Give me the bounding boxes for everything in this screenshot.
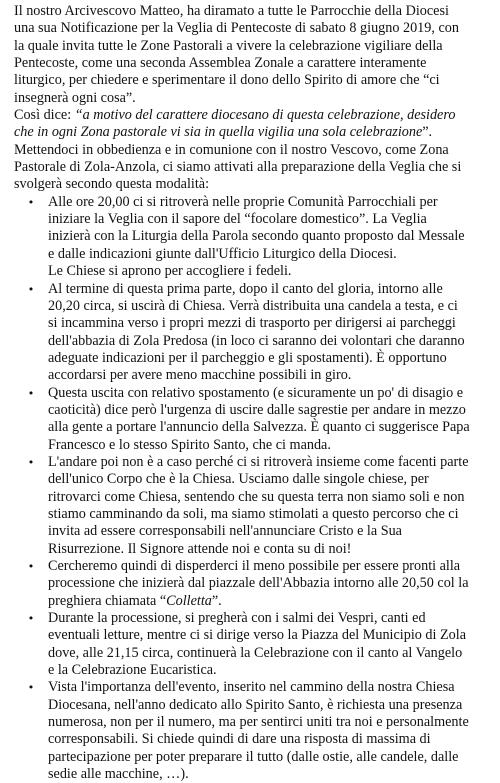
text-line: Cercheremo quindi di disperderci il meno possibile per essere pronti alla	[48, 558, 461, 574]
text-line: inizierà con la Liturgia della Parola secondo quanto proposto dal Messale	[48, 228, 465, 245]
text-line: numerosa, non per il numero, ma per sentirci uniti tra noi e personalmente	[48, 714, 469, 731]
bullet-list	[14, 194, 490, 783]
text-line: svolgerà secondo questa modalità:	[14, 176, 210, 193]
text-line: alla gente a portare l'annuncio della Salvezza. È quanto ci suggerisce Papa	[48, 419, 470, 436]
text-line: liturgico, per chiedere e sperimentare il dono dello Spirito di amore che “ci	[14, 72, 440, 89]
text-line: Le Chiese si aprono per accogliere i fedeli.	[48, 263, 292, 280]
text-line	[48, 593, 490, 610]
bullet-icon: •	[27, 195, 35, 209]
text-line: stiamo camminando da soli, ma siamo stimolati a questo percorso che ci	[48, 505, 459, 522]
text-line: corresponsabili. Si chiede quindi di dare una risposta di massima di	[48, 731, 431, 748]
list-item	[14, 610, 490, 679]
text-line: Mettendoci in obbedienza e in comunione con il nostro Vescovo, come Zona	[14, 141, 449, 158]
text-line: Francesco e lo stesso Spirito Santo, che ci manda.	[48, 436, 331, 453]
list-item	[14, 558, 490, 610]
quote-line	[14, 124, 490, 141]
quote-text: che in ogni Zona pastorale vi sia in quella vigilia una sola celebrazione	[14, 124, 423, 141]
text-line: Durante la processione, si pregherà con i salmi dei Vespri, canti ed	[48, 610, 426, 627]
text-line: Pastorale di Zola-Anzola, ci siamo attivati alla preparazione della Veglia che si	[14, 159, 462, 176]
text-line: dell'unico Corpo che è la Chiesa. Usciamo dalle singole chiese, per	[48, 471, 429, 488]
text-line: insegnerà ogni cosa”.	[14, 89, 136, 106]
quote-prefix: Così dice:	[14, 107, 75, 124]
bullet-icon: •	[27, 386, 35, 400]
text-line: una sua Notificazione per la Veglia di Pentecoste di sabato 8 giugno 2019, con	[14, 20, 459, 37]
list-item	[14, 281, 490, 385]
text-line: processione che inizierà dal piazzale dell'Abbazia intorno alle 20,50 col la	[48, 575, 469, 592]
text-line: Diocesana, nell'anno dedicato allo Spirito Santo, è richiesta una presenza	[48, 696, 463, 713]
text-segment: preghiera chiamata “	[48, 592, 167, 609]
text-line: Vista l'importanza dell'evento, inserito nel cammino della nostra Chiesa	[48, 679, 455, 696]
text-line: 20,20 circa, si uscirà di Chiesa. Verrà distribuita una candela a testa, e ci	[48, 297, 458, 314]
text-line: ritrovarci come Chiesa, sentendo che su questa terra non siamo soli e non	[48, 488, 465, 505]
text-line: la quale invita tutte le Zone Pastorali a vivere la celebrazione vigiliare della	[14, 37, 443, 54]
quote-paragraph	[14, 107, 490, 142]
bullet-icon: •	[27, 455, 35, 469]
text-line: dove, alle 21,15 circa, continuerà la Celebrazione con il canto al Vangelo	[48, 644, 463, 661]
bullet-icon: •	[27, 560, 35, 573]
context-paragraph	[14, 142, 490, 194]
bullet-icon: •	[27, 612, 35, 626]
colletta-italic: Colletta	[166, 592, 212, 609]
text-segment: ”.	[211, 592, 222, 609]
document-body	[14, 3, 490, 783]
text-line: sedie alle macchine, …).	[48, 766, 189, 783]
text-line: caoticità) dice però l'urgenza di uscire dalle sagrestie per andare in mezzo	[48, 401, 466, 418]
text-line: Pentecoste, come una seconda Assemblea Zonale a carattere interamente	[14, 55, 427, 72]
text-line: eventuali letture, mentre ci si dirige verso la Piazza del Municipio di Zola	[48, 627, 466, 644]
text-line: Al termine di questa prima parte, dopo il canto del gloria, intorno alle	[48, 280, 443, 297]
text-line: accordarsi per avere meno macchine possibili in giro.	[48, 367, 352, 384]
text-line: Alle ore 20,00 ci si ritroverà nelle proprie Comunità Parrocchiali per	[48, 193, 438, 210]
text-line: iniziare la Veglia con il sapore del “focolare domestico”. La Veglia	[48, 211, 427, 228]
text-line: si incammina verso i propri mezzi di trasporto per dirigersi ai parcheggi	[48, 315, 456, 332]
text-line: invita ad essere corresponsabili nell'annunciare Cristo e la Sua	[48, 523, 402, 540]
list-item	[14, 194, 490, 281]
bullet-icon: •	[27, 282, 35, 296]
text-line: L'andare poi non è a caso perché ci si ritroverà insieme come facenti parte	[48, 453, 469, 470]
quote-line	[14, 107, 490, 124]
intro-paragraph	[14, 3, 490, 107]
quote-text: “a motivo del carattere diocesano di questa celebrazione, desidero	[74, 107, 456, 124]
list-item	[14, 385, 490, 454]
text-line: Risurrezione. Il Signore attende noi e conta su di noi!	[48, 540, 352, 557]
text-line: Il nostro Arcivescovo Matteo, ha diramato a tutte le Parrocchie della Diocesi	[14, 3, 449, 19]
list-item	[14, 679, 490, 783]
text-line: dell'abbazia di Zola Predosa (in loco ci saranno dei volontari che daranno	[48, 332, 465, 349]
text-line: partecipazione per poter preparare il tutto (dalle ostie, alle candele, dalle	[48, 748, 459, 765]
text-line: e la Celebrazione Eucaristica.	[48, 662, 217, 679]
text-line: adeguate indicazioni per il parcheggio e gli spostamenti). È opportuno	[48, 349, 447, 366]
quote-suffix: ”.	[422, 124, 433, 141]
text-line: e dalle indicazioni giunte dall'Ufficio Liturgico della Diocesi.	[48, 245, 397, 262]
text-line: Questa uscita con relativo spostamento (e sicuramente un po' di disagio e	[48, 384, 464, 401]
bullet-icon: •	[27, 681, 35, 695]
list-item	[14, 454, 490, 558]
